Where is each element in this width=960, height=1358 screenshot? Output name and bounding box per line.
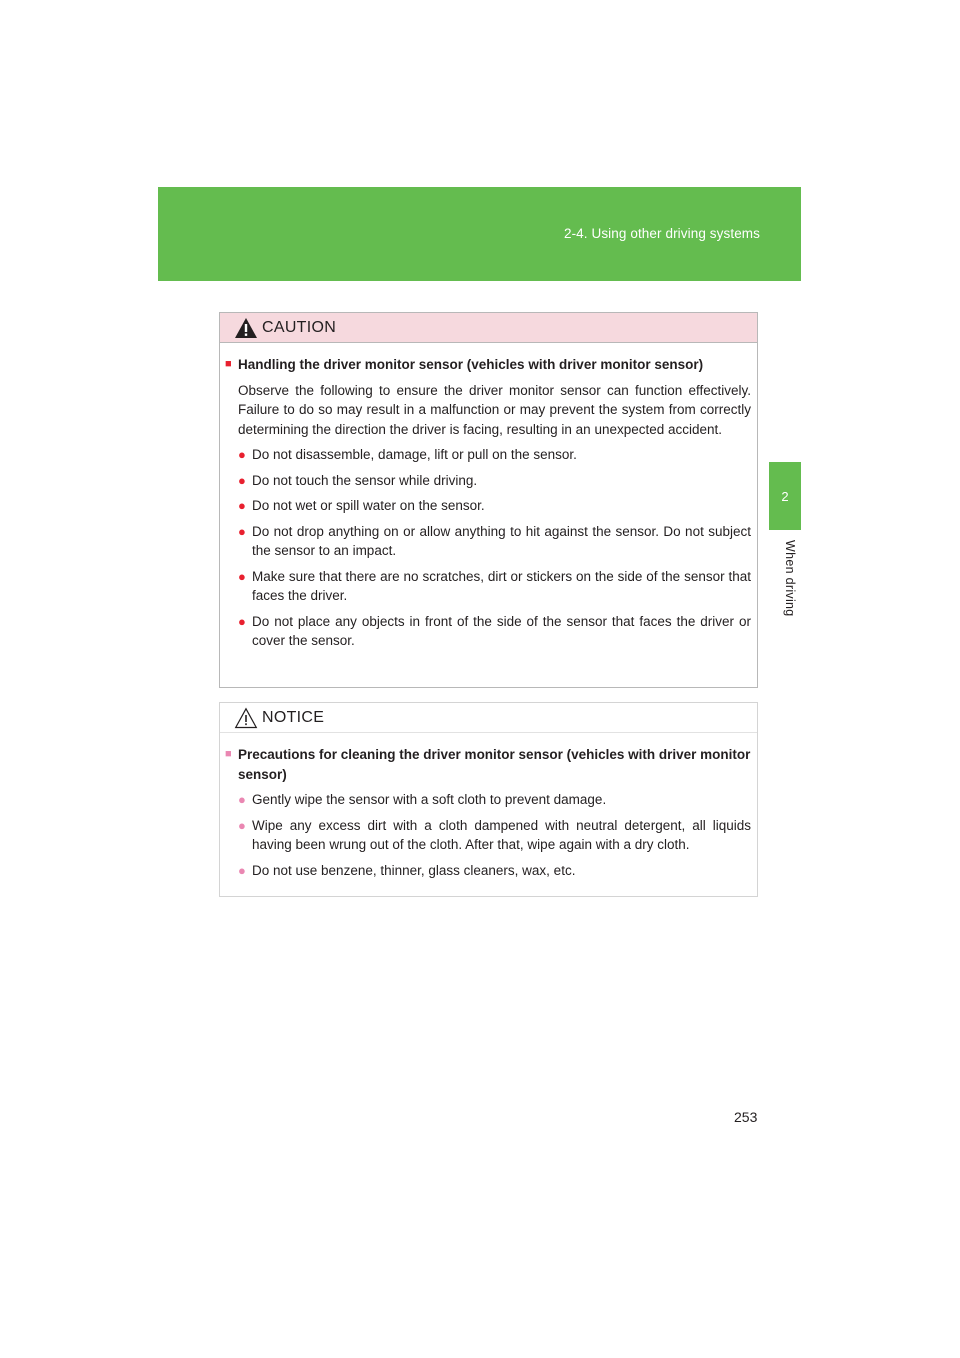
bullet-dot-icon: ● [238, 472, 246, 488]
list-item [238, 471, 751, 491]
notice-topic [225, 745, 751, 784]
page-number: 253 [734, 1109, 758, 1125]
caution-box [219, 312, 758, 688]
list-item [238, 790, 751, 810]
square-bullet-icon: ■ [225, 358, 232, 370]
list-item [238, 445, 751, 465]
header-band [158, 187, 801, 281]
caution-label: CAUTION [262, 318, 337, 336]
list-item-text: Do not touch the sensor while driving. [252, 472, 478, 488]
bullet-dot-icon: ● [238, 568, 246, 584]
list-item-text: Do not disassemble, damage, lift or pull on the sensor. [252, 447, 577, 462]
caution-header [220, 313, 757, 343]
list-item-text: Wipe any excess dirt with a cloth dampened with neutral detergent, all liquids having been wrung out of the cloth. After that, wipe again with a dry cloth. [252, 817, 751, 852]
bullet-dot-icon: ● [238, 862, 246, 878]
warning-triangle-icon [234, 317, 258, 339]
bullet-dot-icon: ● [238, 523, 246, 539]
list-item [238, 522, 751, 561]
bullet-dot-icon: ● [238, 447, 246, 462]
chapter-label: When driving [783, 540, 797, 617]
bullet-dot-icon: ● [238, 792, 246, 807]
caution-intro: Observe the following to ensure the driver monitor sensor can function effectively. Failure to do so may result in a malfunction or may prevent the system from correctly determining the direction the driver is facing, resulting in an unexpected accident. [238, 382, 751, 437]
bullet-dot-icon: ● [238, 498, 246, 513]
caution-body [220, 343, 757, 651]
list-item [238, 567, 751, 606]
list-item-text: Do not drop anything on or allow anything to hit against the sensor. Do not subject the sensor to an impact. [252, 523, 751, 558]
list-item-text: Do not wet or spill water on the sensor. [252, 498, 485, 513]
square-bullet-icon: ■ [225, 748, 232, 760]
list-item-text: Do not place any objects in front of the side of the sensor that faces the driver or cover the sensor. [252, 613, 751, 648]
notice-topic-text: Precautions for cleaning the driver monitor sensor (vehicles with driver monitor sensor) [238, 747, 751, 782]
caution-topic-text: Handling the driver monitor sensor (vehicles with driver monitor sensor) [238, 357, 704, 372]
list-item [238, 816, 751, 855]
bullet-dot-icon: ● [238, 817, 246, 833]
bullet-dot-icon: ● [238, 613, 246, 629]
list-item [238, 612, 751, 651]
notice-list [225, 790, 751, 880]
notice-header [220, 703, 757, 733]
warning-triangle-outline-icon [234, 707, 258, 729]
list-item [238, 861, 751, 881]
notice-box [219, 702, 758, 897]
list-item [238, 496, 751, 516]
notice-label: NOTICE [262, 708, 325, 726]
list-item-text: Do not use benzene, thinner, glass cleaners, wax, etc. [252, 862, 576, 878]
list-item-text: Gently wipe the sensor with a soft cloth to prevent damage. [252, 792, 607, 807]
caution-list [225, 445, 751, 651]
chapter-tab [769, 462, 801, 530]
section-title: 2-4. Using other driving systems [563, 226, 760, 241]
list-item-text: Make sure that there are no scratches, dirt or stickers on the side of the sensor that faces the driver. [252, 568, 751, 603]
caution-topic [225, 355, 751, 375]
chapter-number: 2 [781, 488, 789, 504]
notice-body [220, 733, 757, 880]
